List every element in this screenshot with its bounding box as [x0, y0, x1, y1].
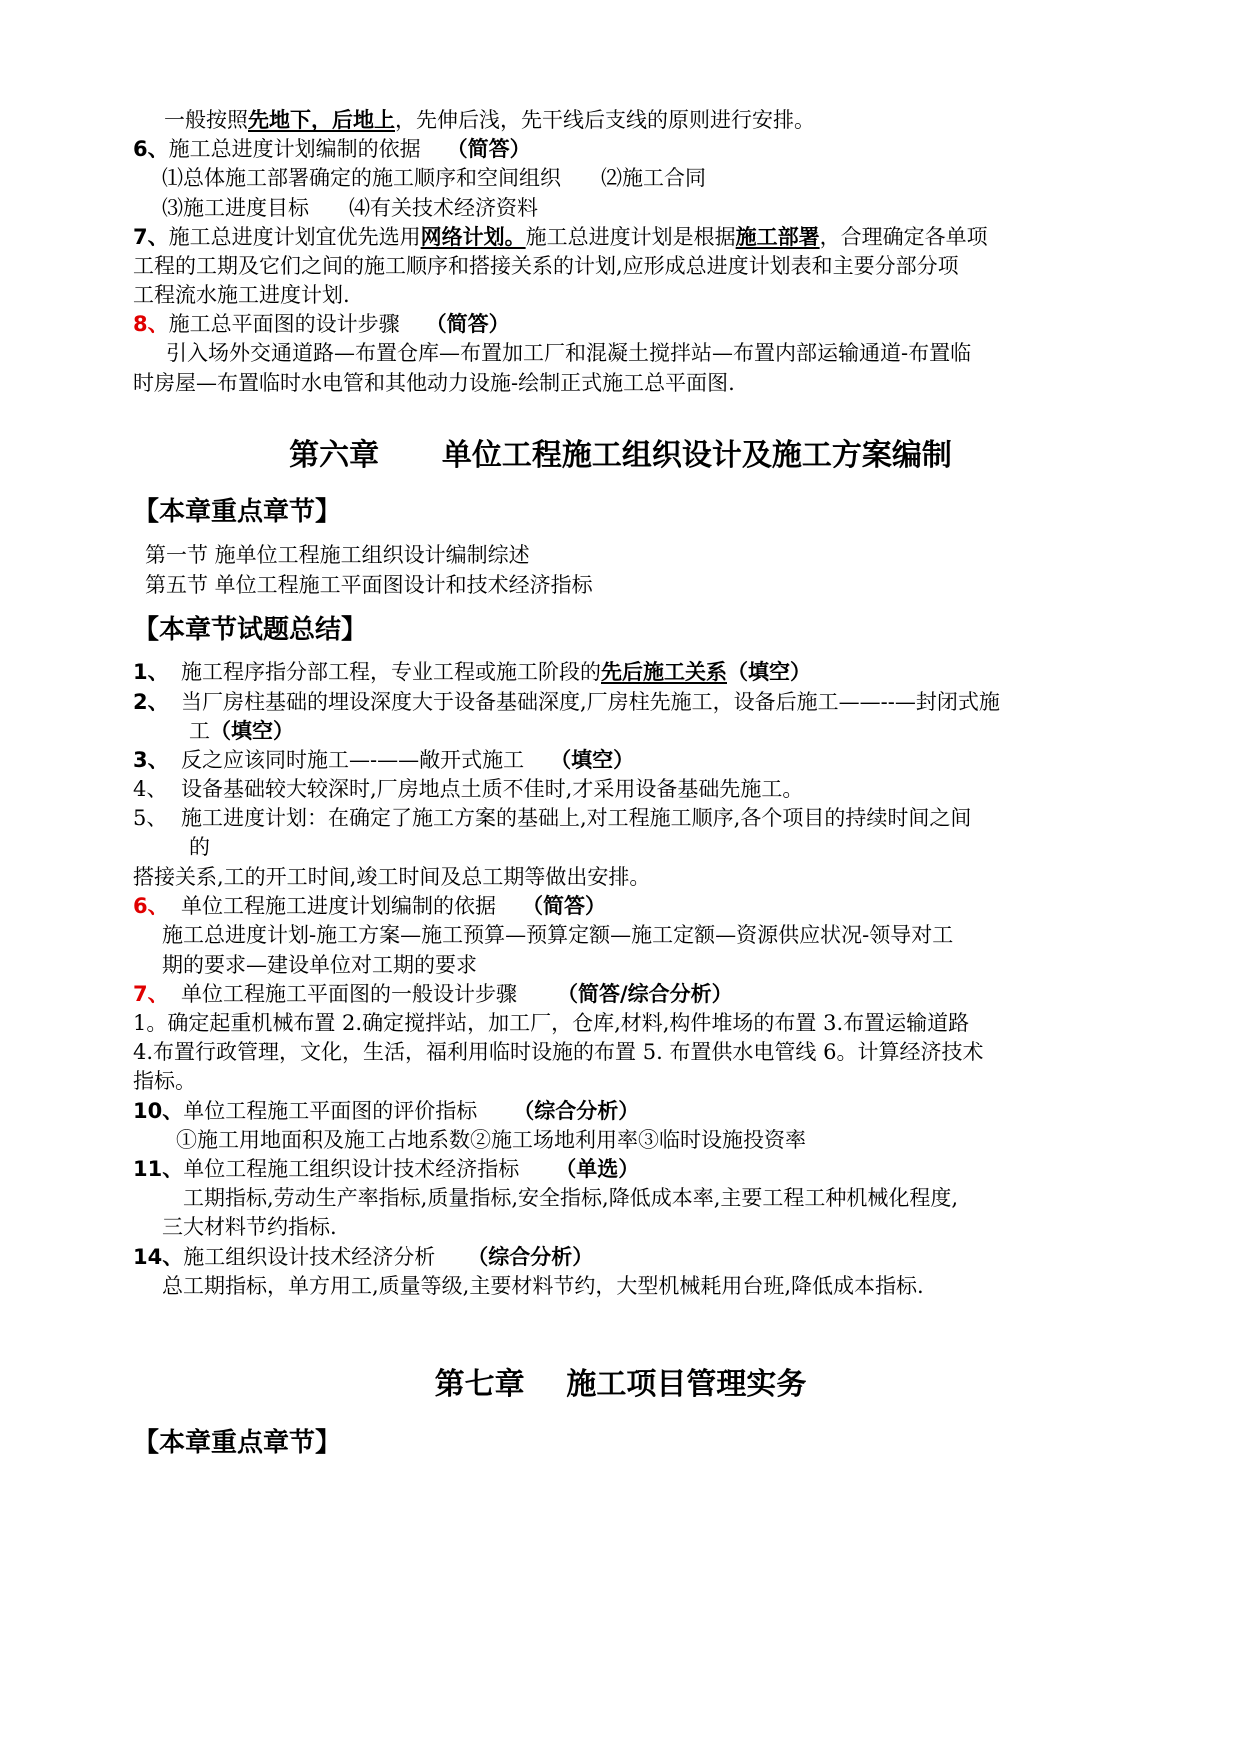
list-item: 5、 施工进度计划：在确定了施工方案的基础上,对工程施工顺序,各个项目的持续时间之间: [133, 803, 971, 833]
item-number: 14、: [133, 1245, 184, 1269]
text-line: 引入场外交通道路—布置仓库—布置加工厂和混凝土搅拌站—布置内部运输通道-布置临: [166, 341, 972, 365]
question-type-tag: （简答/综合分析）: [557, 982, 733, 1006]
text-line: 工程流水施工进度计划.: [133, 283, 350, 307]
question-type-tag: （填空）: [210, 719, 294, 743]
list-item: 6、 单位工程施工进度计划编制的依据 （简答）: [133, 891, 606, 921]
section-heading: 【本章重点章节】: [133, 497, 342, 527]
text-line: 1。确定起重机械布置 2.确定搅拌站，加工厂，仓库,材料,构件堆场的布置 3.布置运输道路: [133, 1011, 970, 1035]
question-type-tag: （综合分析）: [467, 1245, 594, 1269]
question-type-tag: （填空）: [727, 660, 811, 684]
answer-line: ⑶施工进度目标 ⑷有关技术经济资料: [162, 196, 538, 220]
focus-section-item: 第五节 单位工程施工平面图设计和技术经济指标: [145, 573, 593, 597]
item-number: 6、: [133, 894, 169, 918]
section-heading: 【本章重点章节】: [133, 1428, 342, 1458]
item-number: 3、: [133, 748, 169, 772]
text-line: 一般按照先地下，后地上，先伸后浅，先干线后支线的原则进行安排。: [164, 108, 815, 132]
list-item-continuation: 的: [189, 835, 210, 859]
question-item: 8、施工总平面图的设计步骤 （简答）: [133, 312, 510, 336]
emphasis-text: 施工部署: [735, 225, 820, 249]
text-line: 总工期指标，单方用工,质量等级,主要材料节约，大型机械耗用台班,降低成本指标.: [162, 1274, 924, 1298]
section-heading: 【本章节试题总结】: [133, 615, 368, 645]
list-item: 7、 单位工程施工平面图的一般设计步骤 （简答/综合分析）: [133, 979, 733, 1009]
answer-line: ⑴总体施工部署确定的施工顺序和空间组织 ⑵施工合同: [162, 166, 706, 190]
chapter-title: 第七章 施工项目管理实务: [434, 1367, 807, 1402]
item-number: 5、: [133, 806, 168, 830]
item-number: 7、: [133, 225, 169, 249]
question-type-tag: （简答）: [446, 137, 531, 161]
emphasis-text: 先后施工关系: [601, 660, 727, 684]
item-number: 8、: [133, 312, 169, 336]
list-item: 10、单位工程施工平面图的评价指标 （综合分析）: [133, 1099, 640, 1123]
emphasis-text: 网络计划。: [420, 225, 526, 249]
text-line: 指标。: [133, 1069, 196, 1093]
text-line: 期的要求—建设单位对工期的要求: [162, 953, 477, 977]
text-line: 工期指标,劳动生产率指标,质量指标,安全指标,降低成本率,主要工程工种机械化程度,: [183, 1186, 959, 1210]
emphasis-text: 先地下，后地上: [248, 108, 395, 132]
item-number: 11、: [133, 1157, 184, 1181]
question-item: 7、施工总进度计划宜优先选用网络计划。施工总进度计划是根据施工部署，合理确定各单项: [133, 225, 988, 249]
text-line: 施工总进度计划-施工方案—施工预算—预算定额—施工定额—资源供应状况-领导对工: [162, 923, 954, 947]
item-number: 6、: [133, 137, 169, 161]
list-item: 1、 施工程序指分部工程，专业工程或施工阶段的先后施工关系（填空）: [133, 657, 811, 687]
list-item: 2、 当厂房柱基础的埋设深度大于设备基础深度,厂房柱先施工，设备后施工——--—封闭式施: [133, 687, 1000, 717]
list-item: 14、施工组织设计技术经济分析 （综合分析）: [133, 1245, 594, 1269]
list-item: 3、 反之应该同时施工—-——敞开式施工 （填空）: [133, 745, 634, 775]
question-type-tag: （简答）: [522, 894, 606, 918]
list-item: 4、 设备基础较大较深时,厂房地点土质不佳时,才采用设备基础先施工。: [133, 774, 803, 804]
question-item: 6、施工总进度计划编制的依据 （简答）: [133, 137, 531, 161]
question-type-tag: （简答）: [425, 312, 510, 336]
question-type-tag: （填空）: [550, 748, 635, 772]
text-line: 4.布置行政管理，文化，生活，福利用临时设施的布置 5. 布置供水电管线 6。计算经济技术: [133, 1040, 984, 1064]
item-number: 2、: [133, 690, 169, 714]
item-number: 7、: [133, 982, 169, 1006]
item-number: 10、: [133, 1099, 184, 1123]
list-item: 11、单位工程施工组织设计技术经济指标 （单选）: [133, 1157, 640, 1181]
text-line: 搭接关系,工的开工时间,竣工时间及总工期等做出安排。: [133, 865, 651, 889]
chapter-title: 第六章 单位工程施工组织设计及施工方案编制: [289, 438, 952, 473]
item-number: 4、: [133, 777, 168, 801]
text-line: ①施工用地面积及施工占地系数②施工场地利用率③临时设施投资率: [176, 1128, 806, 1152]
text-line: 时房屋—布置临时水电管和其他动力设施-绘制正式施工总平面图.: [133, 371, 735, 395]
text-line: 工程的工期及它们之间的施工顺序和搭接关系的计划,应形成总进度计划表和主要分部分项: [133, 254, 959, 278]
question-type-tag: （综合分析）: [513, 1099, 640, 1123]
text-line: 三大材料节约指标.: [162, 1215, 337, 1239]
question-type-tag: （单选）: [555, 1157, 640, 1181]
list-item-continuation: 工（填空）: [189, 719, 294, 743]
focus-section-item: 第一节 施单位工程施工组织设计编制综述: [145, 543, 530, 567]
item-number: 1、: [133, 660, 169, 684]
